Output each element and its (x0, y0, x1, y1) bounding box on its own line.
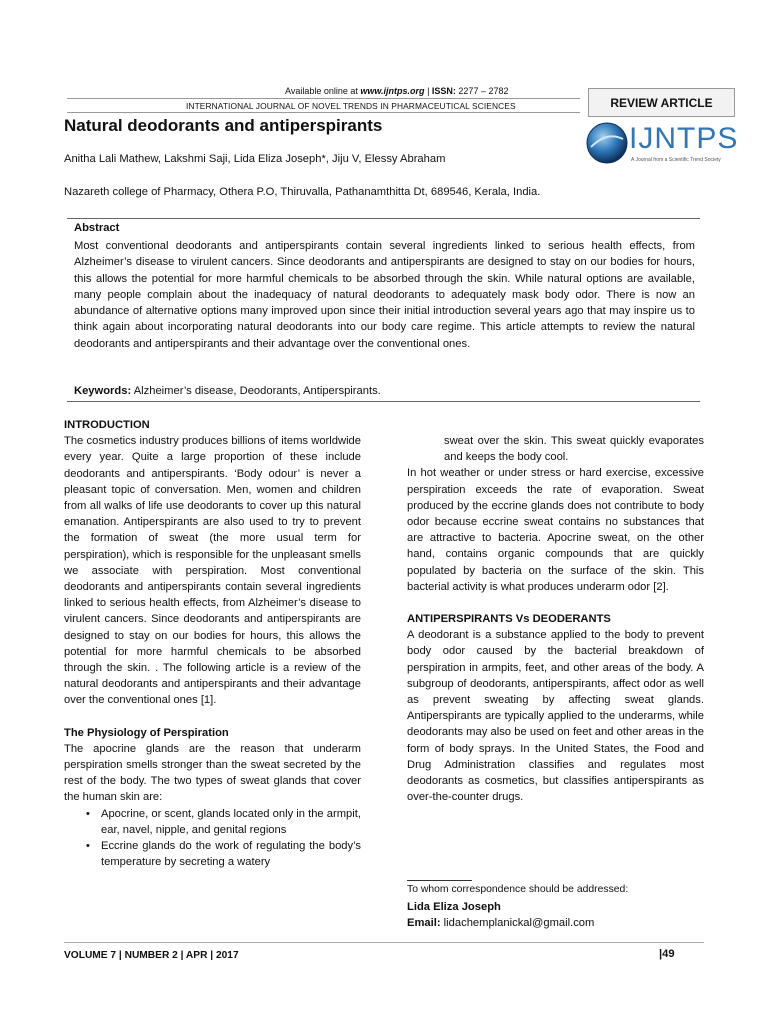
antiperspirants-heading: ANTIPERSPIRANTS Vs DEODERANTS (407, 613, 611, 626)
physiology-heading: The Physiology of Perspiration (64, 726, 229, 739)
sweat-gland-list (64, 806, 361, 871)
correspondence-name: Lida Eliza Joseph (407, 901, 501, 913)
abstract-body: Most conventional deodorants and antiperspirants contain several ingredients linked to serious health effects, from Alzheimer’s disease to virulent cancers. Since deodorants and antiperspirants are designed to stay on our bodies for hours, this allows the potential for more harmful chemicals to be absorbed through the skin. While natural options are available, many people complain about the inadequacy of natural deodorants to adequately mask body odor. There is now an abundance of alternative options many improved upon since their initial introduction several years ago that may inspire us to think again about incorporating natural deodorants into our body care regime. This article attempts to review the natural deodorants and antiperspirants and their advantage over the conventional ones. (74, 240, 695, 350)
abstract-heading: Abstract (74, 222, 120, 234)
bullet-continuation: sweat over the skin. This sweat quickly evaporates and keeps the body cool. (444, 435, 704, 464)
journal-logo (585, 121, 739, 167)
header-rule-bottom (67, 112, 580, 113)
bullet-icon: • (86, 840, 90, 853)
affiliation: Nazareth college of Pharmacy, Othera P.O, Thiruvalla, Pathanamthitta Dt, 689546, Kerala, India. (64, 186, 541, 198)
perspiration-paragraph: In hot weather or under stress or hard exercise, excessive perspiration exceeds the rate of evaporation. Sweat produced by the eccrine glands does not contribute to body odor because eccrine sweat contains no substances that are attractive to bacteria. Apocrine sweat, on the other hand, contains organic compounds that are quickly populated by bacteria on the surface of the skin. This bacterial activity is what produces underarm odor [2]. (407, 467, 704, 593)
author-list: Anitha Lali Mathew, Lakshmi Saji, Lida Eliza Joseph*, Jiju V, Elessy Abraham (64, 153, 446, 165)
email-label: Email: (407, 917, 441, 929)
introduction-heading: INTRODUCTION (64, 419, 150, 431)
keywords-line (74, 385, 381, 397)
header-rule-top (67, 98, 580, 99)
abstract-rule-top (67, 218, 700, 219)
email-link[interactable]: lidachemplanickal@gmail.com (440, 917, 595, 929)
keywords-list: Alzheimer’s disease, Deodorants, Antiperspirants. (131, 385, 381, 397)
globe-logo-icon (585, 121, 629, 165)
physiology-body: The apocrine glands are the reason that underarm perspiration smells stronger than the sweat secreted by the rest of the body. The two types of sweat glands that cover the human skin are: (64, 742, 361, 804)
antiperspirants-body: A deodorant is a substance applied to the body to prevent body odor caused by the bacterial breakdown of perspiration in armpits, feet, and other areas of the body. A subgroup of deodorants, antiperspirants, affect odor as well as prevent sweating by affecting sweat glands. Antiperspirants are typically applied to the underarms, while deodorants may also be used on feet and other areas in the form of body sprays. In the United States, the Food and Drug Administration classifies and regulates most deodorants as cosmetics, but classifies antiperspirants as over-the-counter drugs. (407, 629, 704, 804)
logo-tagline: A Journal from a Scientific Trend Society (631, 157, 721, 163)
paper-title: Natural deodorants and antiperspirants (64, 116, 383, 135)
list-item: • Eccrine glands do the work of regulating the body’s temperature by secreting a watery (86, 840, 361, 869)
footer-page-number: |49 (659, 948, 675, 960)
introduction-body: The cosmetics industry produces billions of items worldwide every year. Quite a large proportion of these include deodorants and antiperspirants. ‘Body odour’ is never a pleasant topic of conversation. Men, women and children from all walks of life use deodorants to cover up this natural emanation. Antiperspirants are also used to try to prevent the formation of sweat (the more usual term for perspiration), which is responsible for the unpleasant smells we associate with perspiration. Most conventional deodorants and antiperspirants contain several ingredients linked to serious health effects, from Alzheimer’s disease to virulent cancers. Since deodorants and antiperspirants are designed to stay on our bodies for hours, this allows the potential for more harmful chemicals to be absorbed through the skin. . The following article is a review of the natural deodorants and antiperspirants and their advantage over the conventional ones [1]. (64, 435, 361, 707)
correspondence-rule (407, 880, 472, 881)
right-column (407, 433, 704, 805)
footer-volume: VOLUME 7 | NUMBER 2 | APR | 2017 (64, 950, 239, 961)
logo-wordmark: IJNTPS (629, 122, 739, 155)
left-column (64, 417, 361, 870)
journal-name: INTERNATIONAL JOURNAL OF NOVEL TRENDS IN PHARMACEUTICAL SCIENCES (186, 101, 516, 111)
keywords-label: Keywords: (74, 385, 132, 397)
article-type-badge: REVIEW ARTICLE (588, 88, 735, 117)
correspondence-label: To whom correspondence should be addressed: (407, 884, 629, 895)
availability-line: Available online at www.ijntps.org | ISSN: 2277 – 2782 (285, 86, 509, 96)
abstract-rule-bottom (67, 401, 700, 402)
correspondence-email (407, 917, 594, 929)
journal-website-link[interactable]: www.ijntps.org (360, 86, 425, 96)
bullet-icon: • (86, 807, 90, 820)
footer-rule (64, 942, 704, 943)
list-item: • Apocrine, or scent, glands located only in the armpit, ear, navel, nipple, and genital regions (86, 807, 361, 836)
